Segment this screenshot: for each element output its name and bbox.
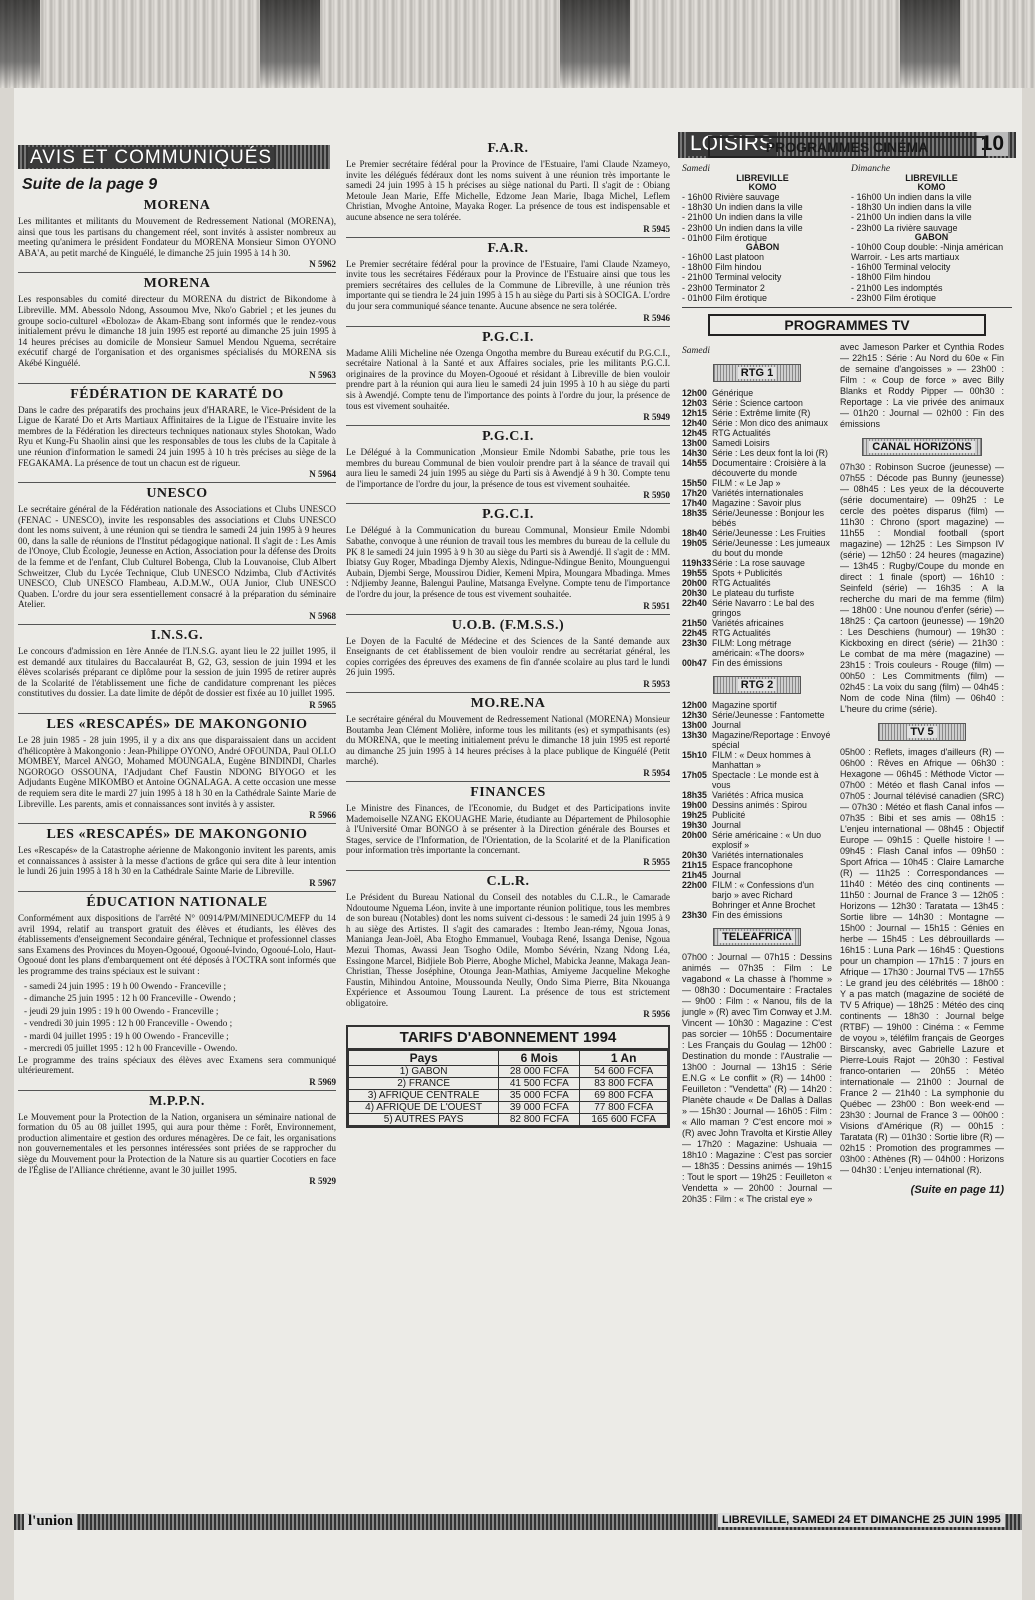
tv-title: Variétés africaines (712, 618, 784, 629)
tarif-cell: 28 000 FCFA (499, 1066, 580, 1078)
tv-title: Dessins animés : Spirou (712, 800, 807, 811)
tv-time: 00h47 (682, 658, 707, 669)
notice-title: M.P.P.N. (149, 1093, 205, 1109)
rule-divider (18, 383, 336, 384)
schedule-line: - dimanche 25 juin 1995 : 12 h 00 Franceville - Owendo ; (24, 993, 236, 1003)
notice-title: P.G.C.I. (482, 507, 534, 523)
tarif-row (349, 1078, 668, 1090)
notice-ref: R 5946 (643, 312, 670, 323)
tv-title: RTG Actualités (712, 578, 771, 589)
notice-body: Le Délégué à la Communication ,Monsieur Emile Ndombi Sabathe, prie tous les membres du bureau Communal de bien vouloir prendre part à la séance de travail qui aura lieu le samedi 24 juin 1995 au siège du Parti sis à Awendjé à 9 h 30. Compte tenu de l'importance de l'ordre du jour, la présence de tous est vivement souhaitée. (346, 447, 670, 489)
tv-title: Journal (712, 870, 741, 881)
tv-program-row (682, 568, 832, 578)
loisirs-title: LOISIRS (686, 132, 777, 156)
tv-program-row (682, 478, 832, 488)
cinema-dimanche (851, 164, 1012, 303)
suite-en: (Suite en page 11) (910, 1184, 1004, 1197)
tv-title: Série/Jeunesse : Fantomette (712, 710, 825, 721)
tv-title: Publicité (712, 810, 746, 821)
tv-time: 19h25 (682, 810, 707, 821)
tv-title: RTG Actualités (712, 628, 771, 639)
cinema-program: - 16h00 Terminal velocity (851, 262, 951, 273)
notice-body: Le 28 juin 1985 - 28 juin 1995, il y a dix ans que disparaissaient dans un accident d'hélicoptère à Makongonio : Jean-Philippe OYONO, André OFOUNDA, Paul OLLO MOMBEY, Marcel ANGO, Mohamed MOUNGALA, Eugène BINDINDI, Charles NGOROGO OSSOUNA, l'Adjudant Chef Faustin NDONG BIYOGO et les Adjudants Eugène MIKOMBO et Antoine OGNALAGA. A cette occasion une messe de requiem sera dite le mardi 27 juin 1995 à 18 h 30 en la Cathédrale Sainte Marie de Libreville. Les parents, amis et connaissances sont invités à y assister. (18, 735, 336, 809)
notice-ref: N 5962 (309, 259, 336, 270)
notice-ref: R 5967 (309, 877, 336, 888)
notice-title: P.G.C.I. (482, 329, 534, 345)
notice-body: Le Premier secrétaire fédéral pour la province de l'Estuaire, l'ami Claude Nzameyo, invite tous les secrétaires Fédéraux pour la Province de l'Estuaire ainsi que tous les premiers secrétaires des cellules de la Commune de Libreville, à une réunion très importante qui se tiendra le 24 juin 1995 à 15 h au siège du Parti sis à SOCIGA. L'ordre du jour sera communiqué séance tenante. Aucune absence ne sera tolérée. (346, 258, 670, 311)
tv-title: Samedi Loisirs (712, 438, 770, 449)
tarif-row (349, 1114, 668, 1126)
tv-title: Magazine : Savoir plus (712, 498, 801, 509)
tv-time: 13h30 (682, 730, 707, 741)
notice-body: Le Premier secrétaire fédéral pour la Province de l'Estuaire, l'ami Claude Nzameyo, invite les délégués fédéraux dont les noms suivent à une réunion très importante le samedi 24 juin 1995 à 15 h précises au siège national du Parti. Il s'agit de : Obiang Metoule Jean Marie, Effe Michelle, Edzome Jean Marie, Ibaga Michel, Leflem Christian, Mvoghe Antoine, Mayaka Roger. La présence de tous est indispensable et aucune absence ne sera tolérée. (346, 159, 670, 222)
tv-program-row (682, 910, 832, 920)
tv-time: 13h00 (682, 720, 707, 731)
tv-right-column (840, 342, 1004, 1205)
newspaper-logo: l'union (24, 1513, 77, 1530)
notice-title: I.N.S.G. (150, 628, 204, 644)
rule-divider (18, 891, 336, 892)
tv-time: 23h30 (682, 910, 707, 921)
notice-ref: N 5968 (309, 611, 336, 622)
cinema-program: - 23h00 Un indien dans la ville (682, 222, 803, 233)
rule-divider (346, 614, 670, 615)
cinema-program: - 18h00 Film hindou (682, 262, 762, 273)
tv-time: 12h00 (682, 388, 707, 399)
tv-time: 22h45 (682, 628, 707, 639)
notice-body: Les militantes et militants du Mouvement de Redressement National (MORENA), ainsi que tous les partisans du changement réel, sont invités à assister nombreux au meeting qu'animera le président Fondateur du MORENA Monsieur Simon OYONO ABA'A, au petit marché de Kinguélé, le dimanche 25 juin 1995 à 14 h 30. (18, 216, 336, 258)
channel-tv5: TV 5 (878, 723, 966, 741)
tarif-cell: 3) AFRIQUE CENTRALE (349, 1090, 499, 1102)
section-header: AVIS ET COMMUNIQUÉS (18, 145, 330, 169)
canal-horizons-text: 07h30 : Robinson Sucroe (jeunesse) — 07h55 : Décode pas Bunny (jeunesse) — 08h45 : Les yeux de la découverte (série documentaire) — 09h25 : Le cercle des poètes disparus (film) — 11h30 : Chrono (sport magazine) — 11h55 : Mondial football (sport magazine) — 12h25 : Les Simpson IV (série) — 12h50 : 24 heures (magazine) — 13h45 : Rugby/Coupe du monde en direct : 1 finale (sport) — 16h10 : Seinfeld (série) — 16h35 : A la recherche du mari de ma femme (film) — 18h00 : Une nounou d'enfer (série) — 18h25 : Ça cartoon (jeunesse) — 19h20 : Les Deschiens (humour) — 19h30 : Kickboxing en direct (série) — 21h30 : Le combat de ma mère (magazine) — 23h15 : Trois couleurs - Rouge (film) — 00h50 : Les Commitments (film) — 02h45 : La voix du sang (film) — 04h45 : Nom de code Nina (film) — 06h40 : L'heure du crime (série). (840, 462, 1004, 715)
tarif-header: 6 Mois (499, 1051, 580, 1066)
cinema-program: - 21h00 Les indomptés (851, 282, 943, 293)
tv-time: 19h30 (682, 820, 707, 831)
tarif-cell: 165 600 FCFA (580, 1114, 668, 1126)
cinema-program: - 16h00 Rivière sauvage (682, 192, 780, 202)
tv-program-row (682, 710, 832, 720)
rule-divider (346, 326, 670, 327)
rule-divider (346, 692, 670, 693)
tv-time: 19h00 (682, 800, 707, 811)
tv-title: RTG Actualités (712, 428, 771, 439)
scan-shadow (900, 0, 960, 88)
tv-time: 14h30 (682, 448, 707, 459)
notice-title: U.O.B. (F.M.S.S.) (451, 617, 565, 633)
notice-body: Le Ministre des Finances, de l'Economie, du Budget et des Participations invite Mademoiselle NZANG EKOUAGHE Marie, étudiante au Département de Philosophie à l'Université Omar BONGO à se présenter à la Direction générale des Bourses et Stages, service de l'Information, de l'Orientation, de la Scolarité et de la Planification pour information très importante la concernant. (346, 802, 670, 856)
tarif-cell: 39 000 FCFA (499, 1102, 580, 1114)
notice-ref: R 5969 (309, 1076, 336, 1087)
notice-ref: R 5965 (309, 700, 336, 710)
tv-program-row (682, 538, 832, 558)
tv-time: 20h30 (682, 850, 707, 861)
tarif-cell: 69 800 FCFA (580, 1090, 668, 1102)
cinema-program: - 21h00 Terminal velocity (682, 272, 782, 283)
schedule-line: - mercredi 05 juillet 1995 : 12 h 00 Franceville - Owendo. (24, 1043, 238, 1053)
cinema-title: PROGRAMMES CINÉMA (708, 136, 985, 158)
tv-time: 12h15 (682, 408, 707, 419)
notice-title: MORENA (143, 198, 211, 213)
tv-title: Série : Extrême limite (R) (712, 408, 811, 419)
notice-ref: R 5950 (643, 490, 670, 501)
station-label: KOMO (917, 182, 946, 192)
tv-title: Série : Science cartoon (712, 398, 803, 409)
tv-title: Série/Jeunesse : Les jumeaux du bout du monde (712, 538, 830, 559)
tv-time: 18h35 (682, 508, 707, 519)
notice-title: F.A.R. (487, 240, 529, 256)
tv-program-row (682, 598, 832, 618)
day-label: Dimanche (851, 164, 891, 174)
cinema-program: - 23h00 La rivière sauvage (851, 222, 958, 233)
tarif-cell: 5) AUTRES PAYS (349, 1114, 499, 1126)
tarif-row (349, 1102, 668, 1114)
tv-time: 12h00 (682, 700, 707, 711)
rule-divider (346, 781, 670, 782)
column-loisirs (682, 130, 1012, 1205)
notice-title: MO.RE.NA (470, 696, 546, 711)
tv-title: Série américaine : « Un duo explosif » (712, 830, 822, 851)
cinema-program: - 23h00 Film érotique (851, 292, 937, 303)
tv-program-row (682, 448, 832, 458)
tv-time: 17h05 (682, 770, 707, 781)
notice-body: Les «Rescapés» de la Catastrophe aérienne de Makongonio invitent les parents, amis et connaissances à assister à la messe d'actions de grâce qui sera dite à leur intention le lundi 26 juin 1995 à 18 h 30 en la Cathédrale Sainte Marie de Libreville. (18, 845, 336, 877)
tv-program-row (682, 830, 832, 850)
cinema-program: - 18h30 Un indien dans la ville (682, 202, 803, 213)
tv-program-row (682, 880, 832, 910)
tarif-table (348, 1050, 668, 1126)
cinema-program: - 21h00 Un indien dans la ville (851, 212, 972, 223)
tv-program-row (682, 588, 832, 598)
notice-title: UNESCO (146, 486, 208, 502)
tv-title: Spots + Publicités (712, 568, 783, 579)
tv-title: Série : Les deux font la loi (R) (712, 448, 828, 459)
tv-program-row (682, 388, 832, 398)
tv-title: FILM : « Deux hommes à Manhattan » (712, 750, 811, 771)
tv-title: FILM : « Le Jap » (712, 478, 781, 489)
notice-body: Le Délégué à la Communication du bureau Communal, Monsieur Emile Ndombi Sabathe, convoque à une réunion de travail tous les membres du bureau de la cellule du PK 8 le samedi 24 juin 1995 à 9 h 30 au siège du Parti sis à Awendjé. Il s'agit de : MM. Ibiatsy Guy Roger, Mbadinga Djemby Alexis, Ndingue-Ndingue Benito, Mounguengui Aubain, Djembi Serge, Moussirou Didier, Kemeni Mpira, Moungara Mbadinga. Mmes : Ndjiemby Jeanne, Balengui Pauline, Matsanga Evelyne. Compte tenu de l'importance de l'ordre du jour, la présence de tous est vivement souhaitée. (346, 525, 670, 600)
tarif-cell: 77 800 FCFA (580, 1102, 668, 1114)
tv-time: 12h03 (682, 398, 707, 409)
tv-time: 23h30 (682, 638, 707, 649)
scan-top-band (0, 0, 1035, 88)
tarif-header: 1 An (580, 1051, 668, 1066)
tarif-cell: 4) AFRIQUE DE L'OUEST (349, 1102, 499, 1114)
tv-program-row (682, 638, 832, 658)
tv-title: Variétés internationales (712, 488, 804, 499)
tv-time: 15h50 (682, 478, 707, 489)
channel-rtg2: RTG 2 (713, 676, 801, 694)
tv-time: 119h33 (682, 558, 712, 569)
notice-tail: Le programme des trains spéciaux des élèves avec Examens sera communiqué ultérieurement. (18, 1054, 336, 1076)
tv-time: 13h00 (682, 438, 707, 449)
notice-title: LES «RESCAPÉS» DE MAKONGONIO (46, 827, 308, 843)
notice-title: LES «RESCAPÉS» DE MAKONGONIO (46, 717, 308, 732)
tv-program-row (682, 720, 832, 730)
rtg1-continued: avec Jameson Parker et Cynthia Rodes — 22h15 : Série : Au Nord du 60e « Fin de semaine d'angoisses » — 23h00 : Film : « Coup de force » avec Billy Blanks et Roddy Pipper — 00h30 : Reportage : La vie privée des animaux — 01h20 : Journal — 02h00 : Fin des émissions (840, 342, 1004, 430)
notice-body: Le secrétaire général du Mouvement de Redressement National (MORENA) Monsieur Boutamba Jean Clément Molière, informe tous les militants (es) et sympathisants (es) du MORENA, que le meeting initialement prévu le dimanche 18 juin 1995 est reporté au dimanche 25 juin 1995 à 14 heures précises à la place publique de Kinguélé (Petit marché). (346, 714, 670, 767)
tarif-box (346, 1025, 670, 1128)
tv-title: FILM: Long métrage américain: «The doors» (712, 638, 805, 659)
tv-program-row (682, 578, 832, 588)
tv-program-row (682, 770, 832, 790)
tv-time: 22h40 (682, 598, 707, 609)
tv-title: Série/Jeunesse : Bonjour les bébés (712, 508, 824, 529)
tv-title: Magazine sportif (712, 700, 777, 711)
notice-title: ÉDUCATION NATIONALE (86, 894, 268, 910)
tarif-cell: 35 000 FCFA (499, 1090, 580, 1102)
tv-program-row (682, 820, 832, 830)
tv-title: Fin des émissions (712, 910, 783, 921)
tv-time: 12h40 (682, 418, 707, 429)
cinema-program: - 21h00 Un indien dans la ville (682, 212, 803, 223)
tv-time: 12h45 (682, 428, 707, 439)
channel-telafrica: TELEAFRICA (713, 928, 801, 946)
tarif-row (349, 1090, 668, 1102)
tv-time: 20h00 (682, 830, 707, 841)
tv-title: Série : Mon dico des animaux (712, 418, 828, 429)
notice-ref: R 5949 (643, 412, 670, 423)
tv-time: 15h10 (682, 750, 707, 761)
tv-time: 18h40 (682, 528, 707, 539)
day-label: Samedi (682, 164, 710, 174)
notice-body: Le Mouvement pour la Protection de la Nation, organisera un séminaire national de formation du 05 au 08 juillet 1995, qui aura pour thème : Forêt, Environnement, production alimentaire et gestion des ordures ménagères. De ce fait, les organisations non gouvernementales et les personnes intéressées sont priées de se rapprocher du siège du Mouvement pour la Protection de la Nature sis au quartier Cocotiers en face de l'Église de l'Alliance chrétienne, avant le 30 juillet 1995. (18, 1111, 336, 1175)
footer-date: LIBREVILLE, SAMEDI 24 ET DIMANCHE 25 JUIN 1995 (718, 1513, 1005, 1527)
tv-time: 21h15 (682, 860, 707, 871)
channel-rtg1: RTG 1 (713, 364, 801, 382)
cinema-program: - 16h00 Un indien dans la ville (851, 192, 972, 202)
notice-title: FINANCES (470, 784, 546, 800)
rule-divider (346, 425, 670, 426)
cinema-program: - 18h00 Film hindou (851, 272, 931, 283)
station-label: GABON (914, 231, 949, 242)
tv-program-row (682, 618, 832, 628)
cinema-program: - 01h00 Film érotique (682, 292, 768, 303)
scan-shadow (0, 0, 40, 88)
tv-program-row (682, 700, 832, 710)
tarif-title: TARIFS D'ABONNEMENT 1994 (348, 1027, 668, 1050)
cinema-program: - 01h00 Film érotique (682, 232, 768, 243)
notice-ref: R 5953 (643, 679, 670, 689)
notice-ref: R 5951 (643, 600, 670, 611)
rule-divider (346, 870, 670, 871)
tv-left-column (682, 342, 832, 1205)
tv-time: 21h45 (682, 870, 707, 881)
cinema-program: - 10h00 Coup double: -Ninja américan Warroir. - Les arts martiaux (851, 241, 1004, 263)
notice-body: Dans le cadre des préparatifs des prochains jeux d'HARARE, le Vice-Président de la Ligue de Karaté Do et Arts Martiaux Affinitaires de la Ligue de l'Estuaire invite les membres de la Fédération les directeurs techniques nationaux styles Shotokan, Wado Ryu et Kung-Fu Shaolin ainsi que les responsables de tous les clubs de la Capitale à une réunion d'information le samedi 24 juin 1995 à 10 h très précises au siège de la FEGAKAMA. La présence de tout un chacun est de rigueur. (18, 404, 336, 468)
notice-body: Le concours d'admission en 1ère Année de l'I.N.S.G. ayant lieu le 22 juillet 1995, il est demandé aux titulaires du Baccalauréat B, G2, G3, session de juin 1994 et les élèves scolarisés préparant ce diplôme pour la session de juin 1995 de retirer auprès de la Scolarité de l'établissement une fiche de candidature comprenant les pièces constitutives du dossier. La date limite de dépôt de dossier est fixée au 10 juillet 1995. (18, 646, 336, 699)
tarif-cell: 2) FRANCE (349, 1078, 499, 1090)
tv-title: Spectacle : Le monde est à vous (712, 770, 819, 791)
notice-ref: N 5964 (309, 469, 336, 480)
schedule-line: - samedi 24 juin 1995 : 19 h 00 Owendo - Franceville ; (24, 980, 227, 991)
rule-divider (18, 713, 336, 714)
station-label: LIBREVILLE (736, 173, 789, 183)
notice-title: MORENA (143, 276, 211, 292)
station-label: KOMO (748, 182, 777, 192)
notice-ref: R 5929 (309, 1176, 336, 1187)
tv-program-row (682, 498, 832, 508)
tarif-cell: 1) GABON (349, 1066, 499, 1078)
notice-body: Le secrétaire général de la Fédération nationale des Associations et Clubs UNESCO (FENAC - UNESCO), invite les responsables des associations et Clubs UNESCO dont les noms suivent, à une réunion qui se tiendra le samedi 24 juin 1995 à 9 heures 00, dans la salle de réunions de l'Institut pédagogique national. Il s'agit de : Les Amis de l'Onoye, Club Écologie, Jeunesse en Action, Association pour la défense des Droits de la femme et de l'enfant, Club Culturel Bobenga, Club la Louvanoise, Club Albert Schweitzer, Club du Lycée Technique, Club UNESCO Ndzimba, Club d'Activités UNESCO, Club UNESCO Flambeau, A.D.M.W., OUA Junior, Club UNESCO Quaben. L'ordre du jour sera essentiellement consacré à la préparation du séminaire Atelier. (18, 504, 336, 610)
cinema-grid (682, 164, 1012, 303)
day-label: Samedi (682, 346, 710, 357)
tv-title: Variétés : Africa musica (712, 790, 804, 801)
notice-title: FÉDÉRATION DE KARATÉ DO (70, 386, 284, 402)
tv-program-row (682, 730, 832, 750)
suite-de: Suite de la page 9 (22, 176, 158, 193)
tv-program-row (682, 658, 832, 668)
tv-title: Variétés internationales (712, 850, 804, 861)
rule-divider (346, 503, 670, 504)
notice-ref: R 5966 (309, 810, 336, 821)
tv-title: Série : La rose sauvage (712, 558, 805, 569)
rule-divider (18, 482, 336, 483)
cinema-program: - 18h30 Un indien dans la ville (851, 202, 972, 213)
tv-title: Série Navarro : Le bal des gringos (712, 598, 815, 619)
tv-program-row (682, 810, 832, 820)
tv-time: 17h40 (682, 498, 707, 509)
tv-program-row (682, 628, 832, 638)
tarif-cell: 83 800 FCFA (580, 1078, 668, 1090)
tarif-cell: 54 600 FCFA (580, 1066, 668, 1078)
cinema-samedi (682, 164, 843, 303)
schedule-line: - jeudi 29 juin 1995 : 19 h 00 Owendo - Franceville ; (24, 1005, 219, 1016)
tv-time: 19h55 (682, 568, 707, 579)
tv-time: 14h55 (682, 458, 707, 469)
notice-ref: R 5955 (643, 856, 670, 867)
tv-program-row (682, 870, 832, 880)
rule-divider (18, 823, 336, 824)
column-avis-1 (18, 144, 336, 1188)
rule-divider (18, 1090, 336, 1091)
tv-title: Le plateau du turfiste (712, 588, 795, 599)
station-label: GABON (745, 242, 780, 253)
rule-divider (346, 237, 670, 238)
tarif-row (349, 1066, 668, 1078)
tv-program-row (682, 398, 832, 408)
tv-program-row (682, 508, 832, 528)
tv-title: Série/Jeunesse : Les Fruities (712, 528, 826, 539)
tv-title: Espace francophone (712, 860, 793, 871)
tv-program-row (682, 850, 832, 860)
cinema-program: - 23h00 Terminator 2 (682, 282, 765, 293)
tv-title: PROGRAMMES TV (708, 314, 985, 336)
rule-divider (18, 272, 336, 273)
notice-ref: R 5954 (643, 767, 670, 778)
tv-title: Journal (712, 820, 741, 831)
telafrica-text: 07h00 : Journal — 07h15 : Dessins animés — 07h35 : Film : Le vagabond « La chasse à l'homme » — 08h30 : Documentaire : Fractales — 9h00 : Film : « Nanou, fils de la jungle » (R) avec Tim Conway et J.M. Vincent — 10h30 : Magazine : C'est pas sorcier — 10h55 : Documentaire : Les Français du Goulag — 12h00 : Destination du monde : l'Australie — 13h00 : Journal — 13h15 : Série E.N.G « Le conflit » (R) — 14h00 : Feuilleton : "Vendetta" (R) — 14h20 : Planète chaude « De Dallas à Dallas » — 15h30 : Journal — 16h05 : Film : « Allo maman ? C'est encore moi » (R) avec John Travolta et Kirstie Alley — 17h20 : Magazine: Ushuaia — 18h10 : Magazine : C'est pas sorcier — 18h35 : Dessins animés — 19h15 : Tout le sport — 19h25 : Feuilleton « Vendetta » — 20h00 : Journal — 20h35 : Film : « The cristal eye » (682, 952, 832, 1205)
notice-body: Conformément aux dispositions de l'arrêté N° 00914/PM/MINEDUC/MEFP du 14 avril 1994, relatif au transport gratuit des élèves et étudiants, les élèves des établissements d'enseignement Secondaire général, Technique et professionnel classes sans Examens des Provinces du Moyen-Ogooué, Ogooué-Ivindo, Ogooué-Lolo, Haut-Ogooué dont les plans d'embarquement ont été déposés à l'OCTRA sont informés que les programme des trains spéciaux est le suivant : (18, 912, 336, 976)
tv-program-row (682, 750, 832, 770)
tv-program-row (682, 408, 832, 418)
tv5-text: 05h00 : Reflets, images d'ailleurs (R) — 06h00 : Rêves en Afrique — 06h30 : Hexagone — 06h45 : Méthode Victor — 07h00 : Météo et flash Canal infos — 07h05 : Journal télévisé canadien (SRC) — 07h30 : Météo et flash Canal infos — 07h35 : Bibi et ses amis — 08h15 : L'enjeu international — 08h45 : Objectif Europe — 09h15 : Quelle histoire ! — 09h45 : Flash Canal infos — 09h50 : Sport Africa — 10h45 : Claire Lamarche (R) — 11h25 : Correspondances — 11h40 : Météo des cinq continents — 11h50 : Journal de France 3 — 12h05 : Horizons — 12h30 : Taratata — 13h45 : Sortie libre — 14h30 : Montagne — 15h00 : Journal — 15h15 : Génies en herbe — 15h45 : Les débrouillards — 16h15 : Luna Park — 16h45 : Questions pour un champion — 17h15 : 7 jours en Afrique — 17h30 : Journal TV5 — 17h55 : Le grand jeu des célébrités — 18h00 : Y a pas match (magazine de société de TV 5 Afrique) — 18h25 : Météo des cinq continents — 18h30 : Journal belge (RTBF) — 19h00 : Cinéma : « Femme de voyou », téléfilm français de Georges Birscansky, avec Gabrielle Lazure et Pierre-Louis Rajot — 20h30 : Festival franco-ontarien — 20h55 : Météo internationale — 21h00 : Journal de France 2 — 21h40 : La symphonie du Québec — 23h00 : Bon week-end — 23h30 : Journal de France 3 — 00h00 : Visions d'Amérique (R) — 00h15 : Taratata (R) — 01h30 : Sortie libre (R) — 02h15 : Promotion des programmes — 03h00 : Athènes (R) — 04h00 : Horizons — 04h30 : L'enjeu international (R). (840, 747, 1004, 1176)
tv-title: FILM : « Confessions d'un barjo » avec Richard Bohringer et Anne Brochet (712, 880, 816, 911)
tv-time: 20h00 (682, 578, 707, 589)
schedule-line: - vendredi 30 juin 1995 : 12 h 00 Franceville - Owendo ; (24, 1018, 233, 1028)
tarif-cell: 41 500 FCFA (499, 1078, 580, 1090)
tv-time: 18h35 (682, 790, 707, 801)
scan-shadow (260, 0, 320, 88)
newspaper-page (14, 88, 1022, 1600)
tv-program-row (682, 528, 832, 538)
tv-time: 17h20 (682, 488, 707, 499)
tv-program-row (682, 800, 832, 810)
tv-program-row (682, 790, 832, 800)
tv-time: 20h30 (682, 588, 707, 599)
cinema-program: - 16h00 Last platoon (682, 252, 765, 263)
notice-title: F.A.R. (487, 141, 529, 156)
tv-grid (682, 342, 1012, 1205)
tv-program-row (682, 458, 832, 478)
tv-program-row (682, 438, 832, 448)
tv-program-row (682, 558, 832, 568)
tv-time: 12h30 (682, 710, 707, 721)
notice-ref: R 5945 (643, 223, 670, 234)
tv-title: Magazine/Reportage : Envoyé spécial (712, 730, 831, 751)
tv-time: 19h05 (682, 538, 707, 549)
tv-time: 22h00 (682, 880, 707, 891)
notice-body: Le Doyen de la Faculté de Médecine et des Sciences de la Santé demande aux Enseignants de cet établissement de bien vouloir rendre au secrétariat général, les copies corrigées des épreuves des examens de fin d'année scolaire au plus tard le lundi 26 juin 1995. (346, 635, 670, 678)
notice-title: C.L.R. (486, 873, 530, 889)
tv-title: Fin des émissions (712, 658, 783, 669)
rule-divider (18, 624, 336, 625)
station-label: LIBREVILLE (905, 173, 958, 183)
tv-time: 21h50 (682, 618, 707, 629)
tv-program-row (682, 860, 832, 870)
notice-title: P.G.C.I. (482, 429, 534, 445)
notice-body: Madame Alili Micheline née Ozenga Ongotha membre du Bureau exécutif du P.G.C.I., secrétaire National à la Santé et aux Affaires sociales, prie les militants P.G.C.I. originaires de la province du Moyen-Ogooué et résidant à Libreville de bien vouloir prendre part à la réunion qui aura lieu le samedi 24 juin 1995 à 10 h au siège du parti sis à Awendjé. Compte tenu de l'importance des points à l'ordre du jour, la présence de tous est vivement souhaitée. (346, 347, 670, 411)
tarif-header: Pays (349, 1051, 499, 1066)
tv-program-row (682, 418, 832, 428)
channel-canal-horizons: CANAL HORIZONS (862, 438, 982, 456)
scan-shadow (560, 0, 630, 88)
tv-program-row (682, 428, 832, 438)
tv-title: Générique (712, 388, 754, 399)
tv-title: Documentaire : Croisière à la découverte du monde (712, 458, 826, 479)
schedule-line: - mardi 04 juillet 1995 : 19 h 00 Owendo - Franceville ; (24, 1030, 229, 1041)
notice-body: Le Président du Bureau National du Conseil des notables du C.L.R., le Camarade Ndoutoume Nguema Léon, invite à une importante réunion politique, tous les membres de son bureau (Notables) dont les noms suivent ci-dessous : le samedi 24 juin 1995 à 9 h au siège des Artistes. Il s'agit des camarades : Itembo Jean-rémy, Ngoua Jonas, Manianga Jean-Joël, Aba Etogho Emmanuel, Voubaga René, Issanga Denise, Ngoua Mezui Thomas, Awassi Jean Tsogho Odile, Mombo Sévérin, Nzang Ndong Léa, Essingone Marcel, Bidjiele Bob Pierre, Aboghe Michel, Mabicka Jeanne, Makaga Jean-Christian, Thesse Joséphine, Otounga Jean-Mathias, Amiyeme Jacqueline Mekoghe Faustin, Mihindou Antoine, Moussounda Neully, Ondo Sima Pierre, Bita Nkouanga Expérience et Assoumou Toung Laurent. La présence de tous est strictement obligatoire. (346, 891, 670, 1008)
column-avis-2 (346, 138, 670, 1128)
tv-program-row (682, 488, 832, 498)
tv-title: Journal (712, 720, 741, 731)
notice-ref: N 5963 (309, 369, 336, 380)
notice-body: Les responsables du comité directeur du MORENA du district de Bikondome à Libreville. MM. Abessolo Ndong, Assoumou Mve, Nko'o Gabriel ; et les jeunes du groupe socio-culturel «Eboloza» de Akam-Ebang sont informés que le rendez-vous initialement prévu le dimanche 18 juin 1995 est reporté au dimanche 25 juin 1995 à 14 heures précises au domicile de Monsieur Samuel Mendou Nguema, secrétaire exécutif chargé de l'organisation et des organismes spécialisés du MORENA sis Akébé Kinguélé. (18, 294, 336, 368)
notice-ref: R 5956 (643, 1009, 670, 1020)
page-number: 10 (977, 132, 1008, 156)
tarif-cell: 82 800 FCFA (499, 1114, 580, 1126)
